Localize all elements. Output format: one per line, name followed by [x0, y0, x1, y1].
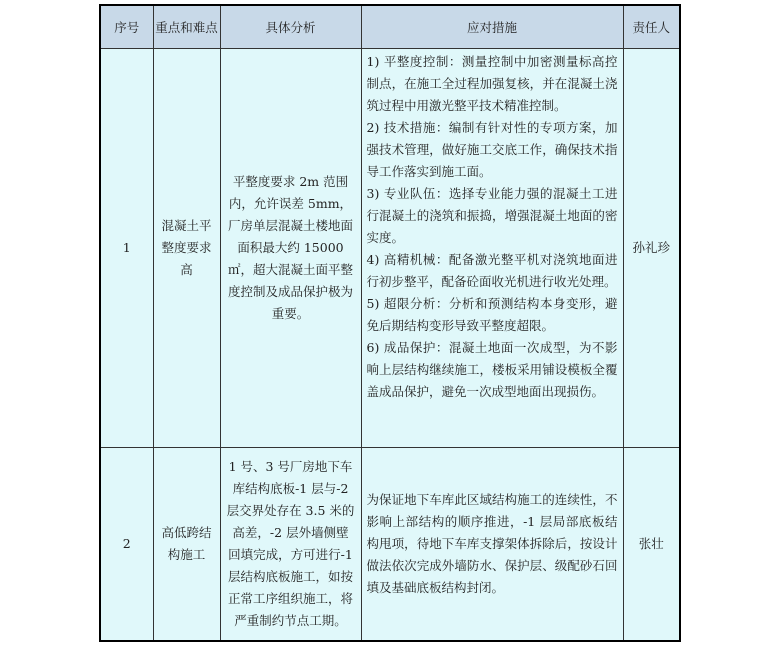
- cell-measures: [361, 49, 623, 448]
- table-header-row: [100, 5, 680, 49]
- cell-no: 1: [100, 49, 153, 448]
- cell-measures: [361, 448, 623, 642]
- difficulty-measures-table: [99, 4, 681, 642]
- cell-difficulty: 高低跨结构施工: [153, 448, 220, 642]
- table-row: [100, 448, 680, 642]
- cell-difficulty: 混凝土平整度要求高: [153, 49, 220, 448]
- cell-analysis: 1 号、3 号厂房地下车库结构底板-1 层与-2 层交界处存在 3.5 米的高差，-2 层外墙侧壁回填完成，方可进行-1 层结构底板施工，如按正常工序组织施工，将严重制约节点工期。: [220, 448, 361, 642]
- cell-no: 2: [100, 448, 153, 642]
- cell-owner: 孙礼珍: [623, 49, 680, 448]
- table-row: [100, 49, 680, 448]
- cell-owner: 张壮: [623, 448, 680, 642]
- measure-item: 3) 专业队伍：选择专业能力强的混凝土工进行混凝土的浇筑和振捣，增强混凝土地面的密实度。: [366, 186, 618, 245]
- cell-analysis: 平整度要求 2m 范围内，允许误差 5mm，厂房单层混凝土楼地面面积最大约 15000 ㎡，超大混凝土面平整度控制及成品保护极为重要。: [220, 49, 361, 448]
- measure-item: 1) 平整度控制：测量控制中加密测量标高控制点，在施工全过程加强复核，并在混凝土浇筑过程中用激光整平技术精准控制。: [366, 54, 618, 113]
- header-owner: 责任人: [623, 5, 680, 49]
- measure-item: 6) 成品保护：混凝土地面一次成型，为不影响上层结构继续施工，楼板采用铺设模板全覆盖成品保护，避免一次成型地面出现损伤。: [366, 340, 618, 399]
- measure-item: 2) 技术措施：编制有针对性的专项方案，加强技术管理，做好施工交底工作，确保技术指导工作落实到施工面。: [366, 120, 618, 179]
- plan-table-container: [99, 4, 679, 642]
- measure-item: 5) 超限分析：分析和预测结构本身变形，避免后期结构变形导致平整度超限。: [366, 296, 618, 333]
- measure-item: 为保证地下车库此区域结构施工的连续性，不影响上部结构的顺序推进，-1 层局部底板结构甩项，待地下车库支撑架体拆除后，按设计做法依次完成外墙防水、保护层、级配砂石回填及基础底板结构封闭。: [366, 492, 618, 595]
- header-measures: 应对措施: [361, 5, 623, 49]
- measure-item: 4) 高精机械：配备激光整平机对浇筑地面进行初步整平，配备砼面收光机进行收光处理。: [366, 252, 618, 289]
- header-difficulty: 重点和难点: [153, 5, 220, 49]
- header-no: 序号: [100, 5, 153, 49]
- header-analysis: 具体分析: [220, 5, 361, 49]
